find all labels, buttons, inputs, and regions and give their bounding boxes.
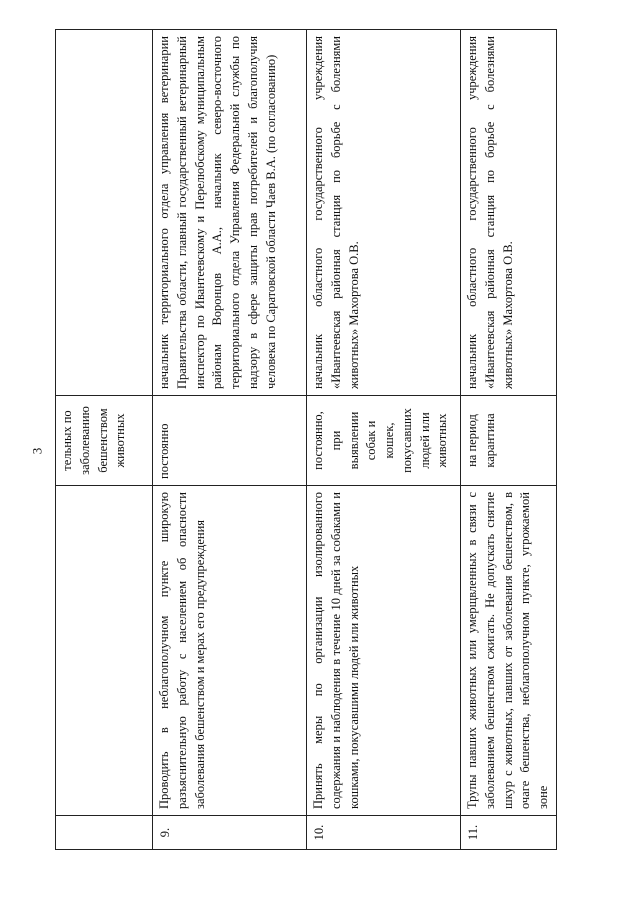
term-cell: постоянно — [153, 396, 307, 486]
action-cell: Проводить в неблагополучном пункте широкую разъяснительную работу с населением об опасности заболевания бешенством и мерах его предупреждения — [153, 486, 307, 816]
row-number — [56, 816, 153, 850]
responsible-cell: начальник территориального отдела управления ветеринарии Правительства области, главный государственный ветеринарный инспектор по Ивантеевскому и Перелюбскому муниципальным районам Воронцов А.А., начальник северо-восточного территориального отдела Управления Федеральной службы по надзору в сфере защиты прав потребителей и благополучия человека по Саратовской области Чаев В.А. (по согласованию) — [153, 30, 307, 396]
term-cell: на период карантина — [461, 396, 557, 486]
row-number: 10. — [307, 816, 461, 850]
page-number: 3 — [29, 447, 45, 455]
action-cell: Трупы павших животных или умерщвленных в связи с заболеванием бешенством сжигать. Не допускать снятие шкур с животных, павших от заболевания бешенством, в очаге бешенства, неблагополучном пункте, угрожаемой зоне — [461, 486, 557, 816]
rotated-page — [55, 30, 550, 850]
table-row — [56, 30, 153, 850]
responsible-cell: начальник областного государственного учреждения «Ивантеевская районная станция по борьбе с болезнями животных» Махортова О.В. — [307, 30, 461, 396]
measures-table — [55, 29, 557, 850]
table-row — [461, 30, 557, 850]
action-cell: Принять меры по организации изолированного содержания и наблюдения в течение 10 дней за собаками и кошками, покусавшими людей или животных — [307, 486, 461, 816]
responsible-cell: начальник областного государственного учреждения «Ивантеевская районная станция по борьбе с болезнями животных» Махортова О.В. — [461, 30, 557, 396]
row-number: 11. — [461, 816, 557, 850]
term-cell: тельных по заболеванию бешенством животных — [56, 396, 153, 486]
responsible-cell — [56, 30, 153, 396]
term-cell: постоянно, при выявлении собак и кошек, покусавших людей или животных — [307, 396, 461, 486]
row-number: 9. — [153, 816, 307, 850]
table-row — [307, 30, 461, 850]
action-cell — [56, 486, 153, 816]
table-row — [153, 30, 307, 850]
